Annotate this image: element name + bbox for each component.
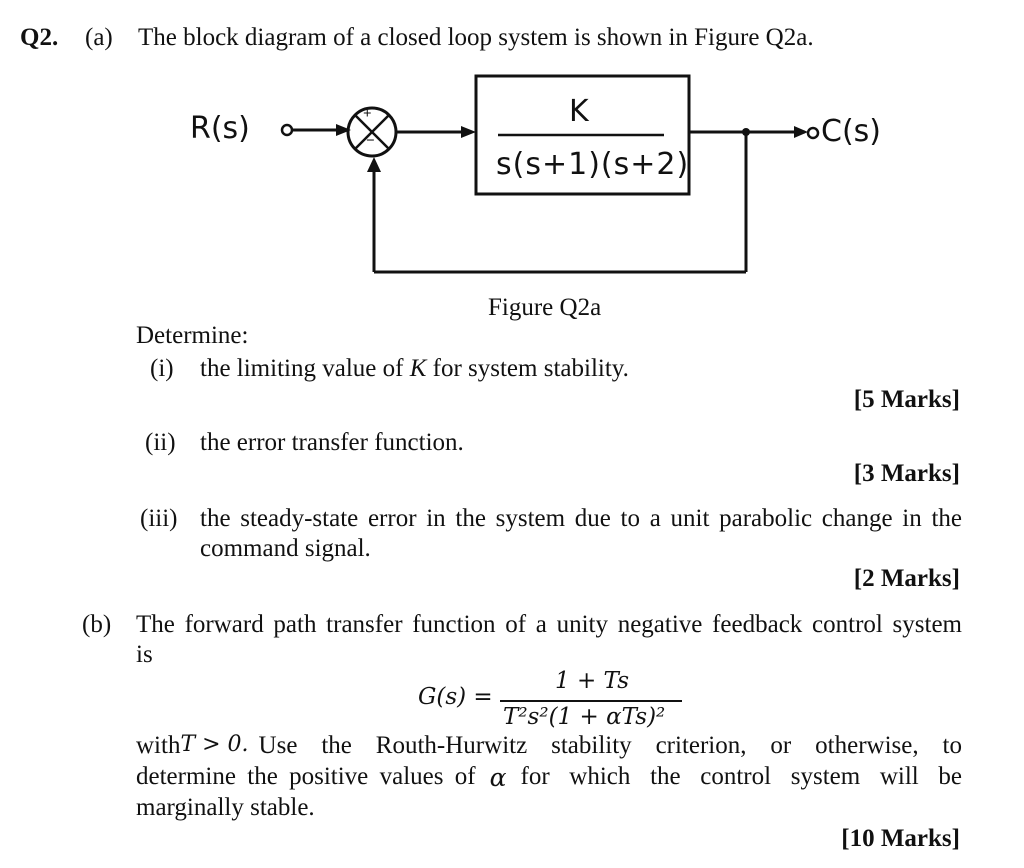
output-label: C(s): [821, 114, 881, 149]
summer-minus-sign: −: [366, 133, 375, 149]
item-i-text: [200, 355, 629, 383]
item-iii-line1: the steady-state error in the system due to a unit parabolic change in the: [200, 505, 962, 532]
feedback-arrowhead: [367, 157, 381, 172]
item-ii-marks: [3 Marks]: [853, 460, 960, 487]
item-i-text-before: the limiting value of: [200, 355, 410, 382]
part-b-label: (b): [82, 611, 112, 638]
forward-arrowhead: [461, 126, 476, 138]
takeoff-point: [742, 128, 750, 136]
part-b-alpha-var: α: [489, 763, 507, 792]
part-a-intro: The block diagram of a closed loop system is shown in Figure Q2a.: [138, 24, 814, 51]
item-iii-marks: [2 Marks]: [853, 565, 960, 592]
tf-numerator: K: [569, 94, 589, 129]
item-i-label: (i): [150, 355, 174, 382]
item-i-var-k: K: [409, 355, 427, 382]
equation-numerator: 1 + Ts: [555, 668, 629, 694]
equation-denominator: T²s²(1 + αTs)²: [503, 704, 666, 730]
tf-denominator: s(s+1)(s+2): [496, 147, 690, 182]
item-ii-text: the error transfer function.: [200, 429, 464, 456]
part-b-marks: [10 Marks]: [841, 825, 960, 852]
figure-caption: Figure Q2a: [488, 294, 602, 321]
part-b-condition: T > 0.: [180, 732, 249, 757]
input-label: R(s): [190, 111, 250, 146]
part-b-line3: [136, 732, 962, 760]
part-b-line3-pre: with: [136, 732, 181, 759]
item-i-text-after: for system stability.: [426, 355, 629, 382]
part-b-line1: The forward path transfer function of a unity negative feedback control system: [136, 611, 962, 638]
part-b-line2: is: [136, 641, 153, 668]
item-iii-line2: command signal.: [200, 535, 371, 562]
input-terminal: [282, 125, 292, 135]
part-b-line4: [136, 763, 962, 792]
equation-lhs: G(s) =: [418, 684, 493, 710]
item-i-marks: [5 Marks]: [853, 386, 960, 413]
equation-fraction-bar: [500, 700, 682, 702]
part-b-line4-text: determine the positive values of: [136, 763, 476, 790]
part-b-line3-rest: Use the Routh-Hurwitz stability criterion, or otherwise, to: [258, 732, 962, 759]
output-arrowhead: [794, 126, 808, 138]
part-b-line4-rest: for which the control system will be: [520, 763, 962, 790]
item-ii-label: (ii): [145, 429, 176, 456]
part-b-line5: marginally stable.: [136, 794, 315, 821]
determine-label: Determine:: [136, 322, 249, 349]
summer-plus-sign: +: [363, 106, 372, 122]
part-a-label: (a): [85, 24, 113, 51]
question-number: Q2.: [20, 24, 59, 51]
item-iii-label: (iii): [140, 505, 178, 532]
output-terminal: [808, 128, 818, 138]
